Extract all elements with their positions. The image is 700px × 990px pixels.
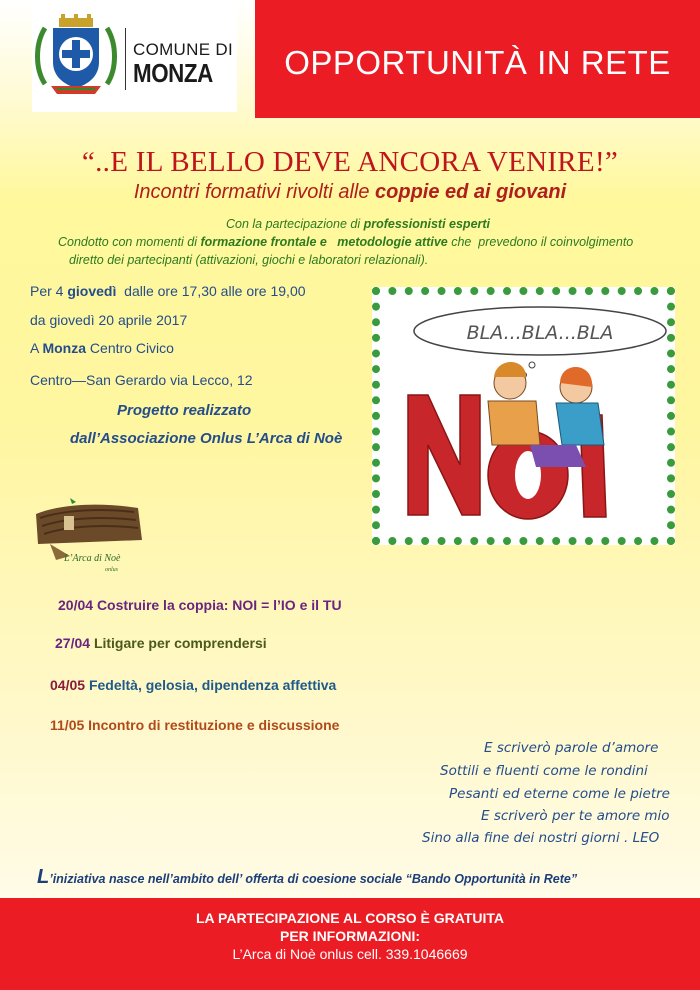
conducted-emphasis-1: formazione frontale e	[200, 235, 327, 249]
schedule-topic: Litigare per comprendersi	[93, 635, 267, 651]
arca-di-noe-onlus: onlus	[105, 567, 119, 573]
noi-illustration	[372, 287, 675, 545]
subtitle-text: Incontri formativi rivolti alle	[133, 181, 376, 203]
poem-line: E scriverò per te amore mio	[481, 808, 670, 824]
schedule-date: 27/04	[55, 635, 91, 651]
location	[30, 340, 174, 356]
schedule-item	[58, 597, 342, 613]
schedule-topic: Incontro di restituzione e discussione	[88, 717, 340, 733]
footer-free-participation: LA PARTECIPAZIONE AL CORSO È GRATUITA	[196, 910, 504, 926]
schedule-topic: Costruire la coppia: NOI = l’IO e il TU	[96, 597, 342, 613]
conducted-suffix: che prevedono il coinvolgimento	[447, 235, 634, 249]
poem-line: Pesanti ed eterne come le pietre	[449, 786, 670, 802]
start-date: da giovedì 20 aprile 2017	[30, 312, 188, 328]
comune-name: MONZA	[133, 58, 213, 88]
monza-crest-icon	[33, 14, 119, 100]
noi-drawing-icon	[380, 295, 667, 537]
schedule-date: 20/04	[58, 597, 94, 613]
initiative-note	[37, 866, 577, 889]
conducted-text	[58, 235, 633, 249]
conducted-spacer	[327, 235, 337, 249]
participation-text	[226, 217, 490, 231]
schedule-item	[55, 635, 267, 651]
schedule-topic: Fedeltà, gelosia, dipendenza affettiva	[88, 677, 337, 693]
poem-line: Sottili e fluenti come le rondini	[440, 763, 648, 779]
project-line-2: dall’Associazione Onlus L’Arca di Noè	[70, 430, 343, 447]
subtitle	[0, 181, 700, 204]
participation-emphasis: professionisti esperti	[363, 217, 491, 231]
conducted-emphasis-2: metodologie attive	[337, 235, 448, 249]
conducted-text-line2: diretto dei partecipanti (attivazioni, giochi e laboratori relazionali).	[69, 253, 429, 267]
footer-info-label: PER INFORMAZIONI:	[280, 928, 420, 944]
where-city: Monza	[42, 340, 87, 356]
speech-bubble-text: BLA...BLA...BLA	[466, 322, 614, 344]
conducted-prefix: Condotto con momenti di	[58, 235, 201, 249]
schedule-item	[50, 677, 336, 693]
arca-di-noe-label: L’Arca di Noè	[64, 553, 121, 564]
when-hours: dalle ore 17,30 alle ore 19,00	[116, 283, 306, 299]
header-title: OPPORTUNITÀ IN RETE	[284, 44, 671, 81]
subtitle-emphasis: coppie ed ai giovani	[375, 181, 567, 203]
comune-label: COMUNE DI	[133, 40, 233, 59]
participation-prefix: Con la partecipazione di	[226, 217, 364, 231]
where-suffix: Centro Civico	[86, 340, 174, 356]
poem-line: Sino alla fine dei nostri giorni . LEO	[422, 830, 660, 846]
schedule-date: 11/05	[50, 717, 85, 733]
main-title: “..E IL BELLO DEVE ANCORA VENIRE!”	[81, 146, 619, 178]
header-divider	[125, 28, 126, 90]
schedule-date: 04/05	[50, 677, 86, 693]
address: Centro—San Gerardo via Lecco, 12	[30, 372, 253, 388]
project-line-1: Progetto realizzato	[117, 402, 252, 419]
initiative-initial: L	[37, 866, 50, 888]
schedule-days	[30, 283, 306, 299]
when-day: giovedì	[67, 283, 117, 299]
initiative-text: ’iniziativa nasce nell’ambito dell’ offerta di coesione sociale “Bando Opportunità in Rete”	[49, 872, 578, 886]
where-prefix: A	[30, 340, 43, 356]
when-prefix: Per 4	[30, 283, 68, 299]
footer-contact: L’Arca di Noè onlus cell. 339.1046669	[232, 946, 468, 962]
schedule-item	[50, 717, 339, 733]
poem-line: E scriverò parole d’amore	[484, 740, 659, 756]
